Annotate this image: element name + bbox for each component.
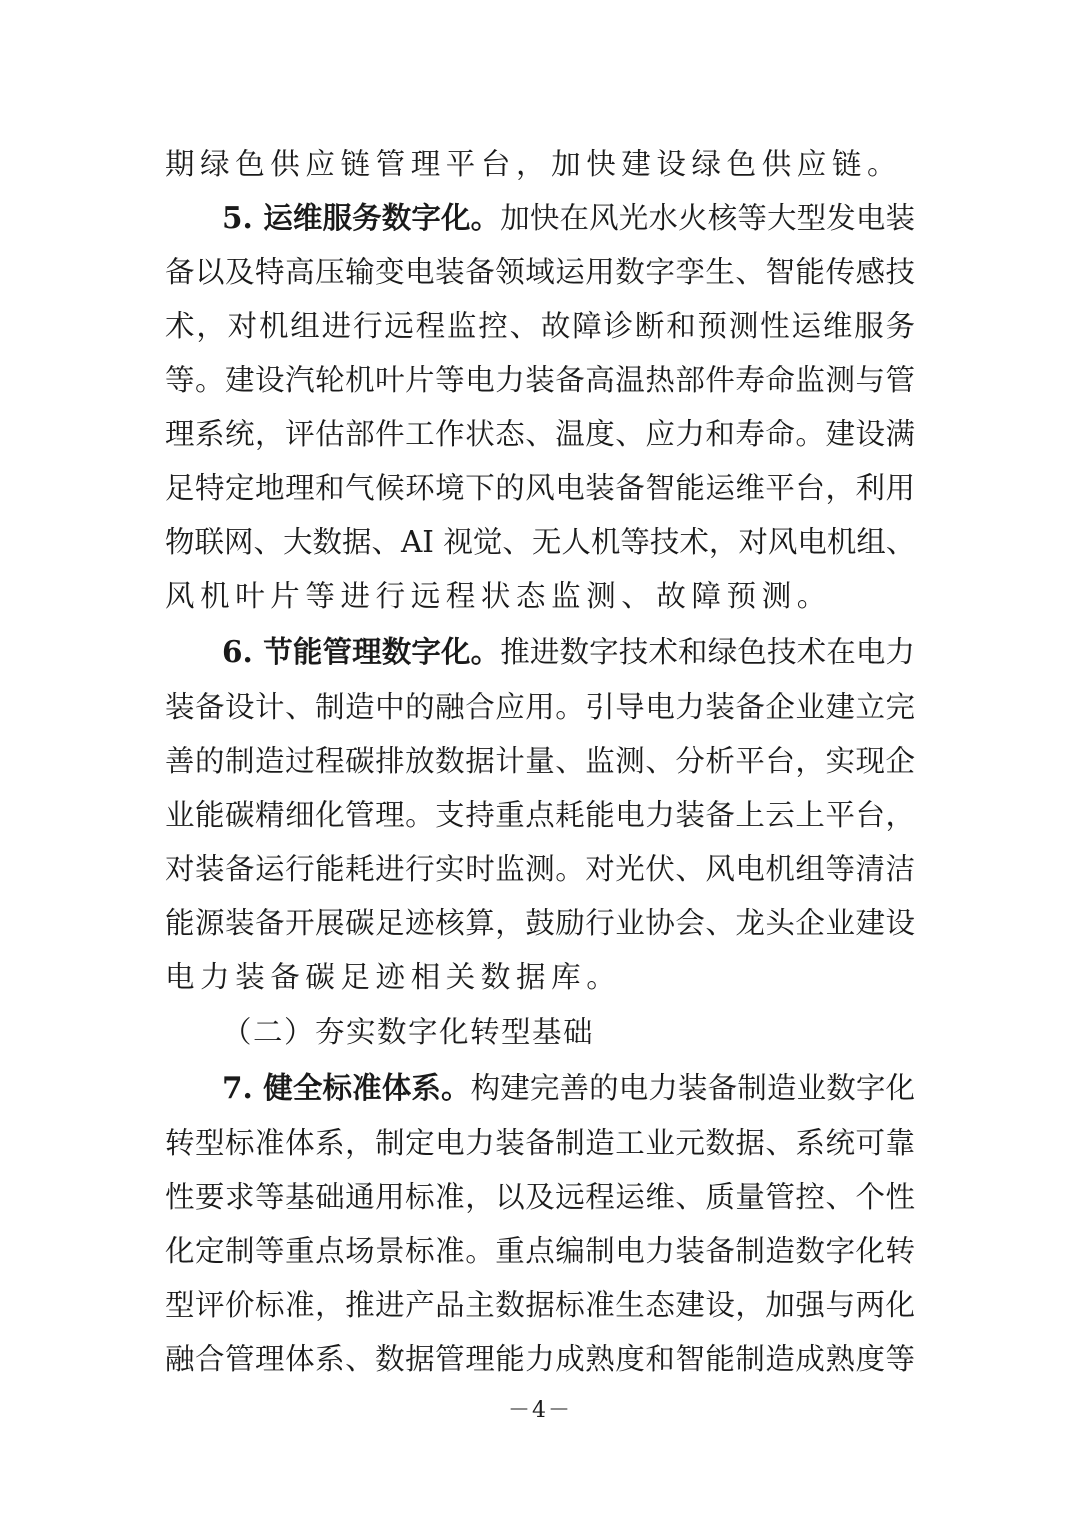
section-7-heading: 7. 健全标准体系。 (222, 1070, 471, 1105)
text-line: 化定制等重点场景标准。重点编制电力装备制造数字化转 (165, 1234, 915, 1268)
section-6-text: 推进数字技术和绿色技术在电力 (500, 635, 915, 669)
text-line: 转型标准体系，制定电力装备制造工业元数据、系统可靠 (165, 1126, 915, 1160)
text-line: 业能碳精细化管理。支持重点耗能电力装备上云上平台， (165, 798, 915, 832)
section-5-text: 加快在风光水火核等大型发电装 (500, 201, 915, 235)
text-line: 术，对机组进行远程监控、故障诊断和预测性运维服务 (165, 309, 915, 343)
section-6-heading: 6. 节能管理数字化。 (222, 634, 501, 669)
page-number: －4－ (508, 1398, 572, 1423)
subsection-heading: （二）夯实数字化转型基础 (222, 1015, 595, 1049)
section-6-line (222, 625, 915, 679)
text-line: 型评价标准，推进产品主数据标准生态建设，加强与两化 (165, 1288, 915, 1322)
text-line: 电力装备碳足迹相关数据库。 (165, 960, 622, 994)
text-line: 性要求等基础通用标准，以及远程运维、质量管控、个性 (165, 1180, 915, 1214)
text-line: 物联网、大数据、AI 视觉、无人机等技术，对风电机组、 (165, 525, 916, 559)
text-line: 等。建设汽轮机叶片等电力装备高温热部件寿命监测与管 (165, 363, 915, 397)
text-line: 能源装备开展碳足迹核算，鼓励行业协会、龙头企业建设 (165, 906, 915, 940)
text-line: 融合管理体系、数据管理能力成熟度和智能制造成熟度等 (165, 1342, 915, 1376)
text-line: 风机叶片等进行远程状态监测、故障预测。 (165, 579, 832, 613)
text-line: 备以及特高压输变电装备领域运用数字孪生、智能传感技 (165, 255, 915, 289)
section-7-text: 构建完善的电力装备制造业数字化 (470, 1071, 915, 1105)
text-line: 期绿色供应链管理平台，加快建设绿色供应链。 (165, 147, 903, 181)
section-5-heading: 5. 运维服务数字化。 (222, 200, 501, 235)
section-7-line (222, 1061, 915, 1115)
section-5-line (222, 191, 915, 245)
text-line: 善的制造过程碳排放数据计量、监测、分析平台，实现企 (165, 744, 915, 778)
text-line: 装备设计、制造中的融合应用。引导电力装备企业建立完 (165, 690, 915, 724)
text-line: 理系统，评估部件工作状态、温度、应力和寿命。建设满 (165, 417, 915, 451)
text-line: 对装备运行能耗进行实时监测。对光伏、风电机组等清洁 (165, 852, 915, 886)
text-line: 足特定地理和气候环境下的风电装备智能运维平台，利用 (165, 471, 915, 505)
